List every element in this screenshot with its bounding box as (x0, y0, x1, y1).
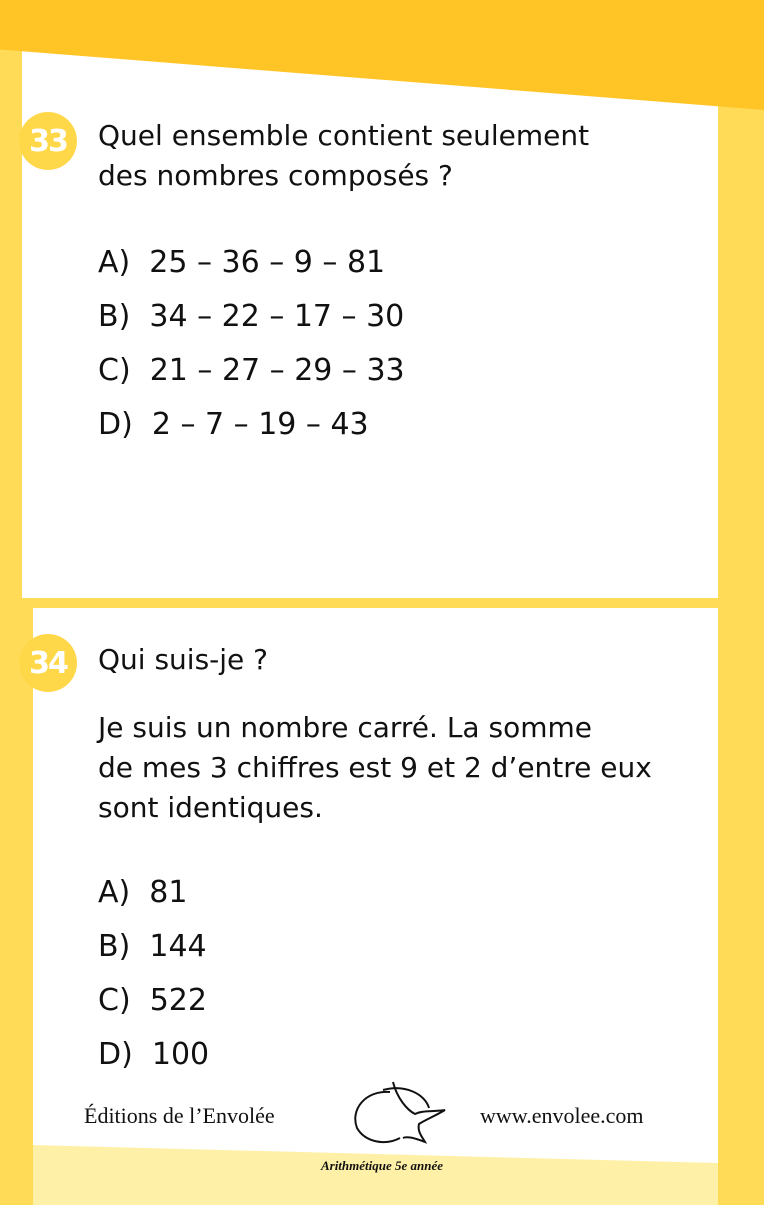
option-b[interactable]: B) 34 – 22 – 17 – 30 (98, 299, 405, 334)
question-number-badge: 34 (19, 634, 77, 692)
options-list (98, 236, 405, 452)
question-text (98, 708, 652, 828)
question-line: Je suis un nombre carré. La somme (98, 711, 592, 744)
option-c[interactable]: C) 522 (98, 983, 207, 1018)
question-line: des nombres composés ? (98, 159, 453, 192)
publisher-name: Éditions de l’Envolée (84, 1103, 275, 1128)
option-a[interactable]: A) 25 – 36 – 9 – 81 (98, 245, 386, 280)
option-a[interactable]: A) 81 (98, 875, 188, 910)
question-title: Qui suis-je ? (98, 643, 269, 676)
option-c[interactable]: C) 21 – 27 – 29 – 33 (98, 353, 405, 388)
question-text (98, 116, 589, 196)
question-line: de mes 3 chiffres est 9 et 2 d’entre eux (98, 751, 652, 784)
option-d[interactable]: D) 100 (98, 1037, 210, 1072)
question-line: Quel ensemble contient seulement (98, 119, 590, 152)
option-d[interactable]: D) 2 – 7 – 19 – 43 (98, 407, 369, 442)
option-b[interactable]: B) 144 (98, 929, 207, 964)
website-link[interactable]: www.envolee.com (480, 1103, 644, 1128)
bird-logo-icon (345, 1080, 455, 1150)
question-number-badge: 33 (19, 112, 77, 170)
book-subtitle: Arithmétique 5e année (320, 1158, 444, 1173)
options-list (98, 866, 209, 1082)
question-line: sont identiques. (98, 791, 323, 824)
